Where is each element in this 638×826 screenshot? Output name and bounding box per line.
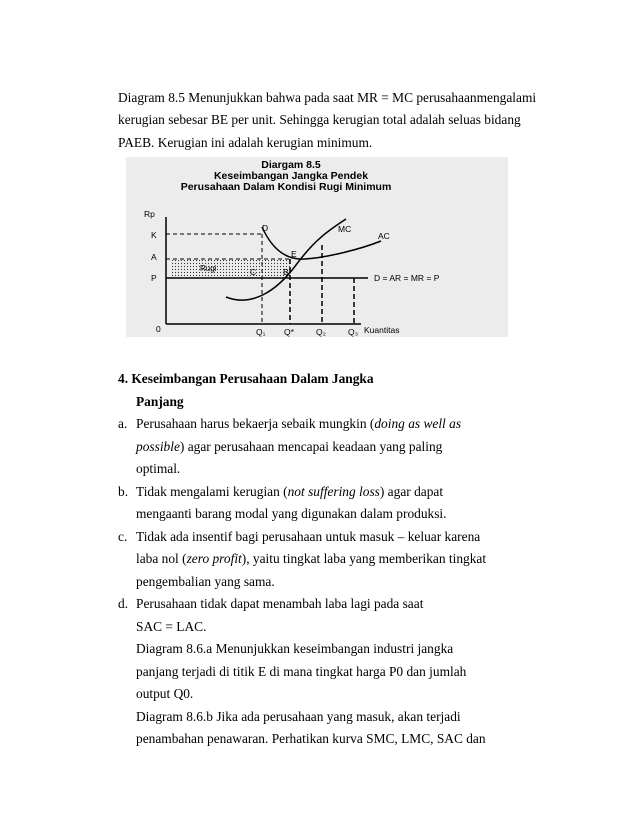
item-d-line-4: panjang terjadi di titik E di mana tingkat harga P0 dan jumlah: [136, 664, 467, 679]
item-d-line-7: penambahan penawaran. Perhatikan kurva SMC, LMC, SAC dan: [136, 731, 486, 746]
diagram-8-5: [126, 157, 508, 337]
item-a-emphasis-1: doing as well as: [374, 416, 462, 431]
item-b-line-1: [136, 483, 443, 501]
item-b-emphasis: not suffering loss: [287, 484, 380, 499]
item-b-text-1b: ) agar dapat: [379, 484, 444, 499]
item-d-marker: d.: [118, 596, 129, 611]
item-c-marker: c.: [118, 529, 128, 544]
item-d-line-6: Diagram 8.6.b Jika ada perusahaan yang masuk, akan terjadi: [136, 709, 461, 724]
section-heading-line-1: [118, 370, 374, 388]
origin-label: 0: [156, 324, 161, 334]
item-d-line-2: SAC = LAC.: [136, 619, 207, 634]
point-e: E: [291, 249, 297, 259]
x-tick-qstar: Q*: [284, 327, 294, 337]
intro-line-3: PAEB. Kerugian ini adalah kerugian minimum.: [118, 135, 373, 150]
item-a-line-1: [136, 415, 461, 433]
y-tick-a: A: [151, 252, 157, 262]
item-a-text-1: Perusahaan harus bekaerja sebaik mungkin (: [136, 416, 375, 431]
item-a-marker: a.: [118, 416, 128, 431]
y-axis-label: Rp: [144, 209, 155, 219]
x-tick-q3: Q₃: [348, 327, 359, 337]
item-d-line-1: Perusahaan tidak dapat menambah laba lagi pada saat: [136, 596, 424, 611]
loss-area: [171, 259, 290, 278]
y-tick-k: K: [151, 230, 157, 240]
ac-label: AC: [378, 231, 390, 241]
figure-subtitle-2: Perusahaan Dalam Kondisi Rugi Minimum: [180, 181, 392, 193]
point-b: B: [283, 267, 289, 277]
item-b-text-1a: Tidak mengalami kerugian (: [136, 484, 288, 499]
figure-title: Diargam 8.5: [261, 159, 321, 171]
item-a-line-3: optimal.: [136, 461, 181, 476]
item-a-emphasis-2: possible: [136, 439, 180, 454]
demand-line-label: D = AR = MR = P: [374, 273, 440, 283]
figure-subtitle-1: Keseimbangan Jangka Pendek: [213, 170, 369, 182]
x-tick-q2: Q₂: [316, 327, 326, 337]
y-tick-p: P: [151, 273, 157, 283]
item-c-line-2: [136, 550, 486, 568]
item-c-text-2b: ), yaitu tingkat laba yang memberikan tingkat: [241, 551, 487, 566]
item-a-text-2: ) agar perusahaan mencapai keadaan yang paling: [179, 439, 443, 454]
item-b-line-2: mengaanti barang modal yang digunakan dalam produksi.: [136, 506, 447, 521]
point-c: C: [250, 267, 257, 277]
item-b-marker: b.: [118, 484, 129, 499]
item-c-text-2a: laba nol (: [136, 551, 187, 566]
item-d-line-3: Diagram 8.6.a Menunjukkan keseimbangan industri jangka: [136, 641, 454, 656]
d-label: D: [262, 223, 269, 233]
section-heading-text-2: Panjang: [136, 394, 184, 409]
intro-line-1: Diagram 8.5 Menunjukkan bahwa pada saat MR = MC perusahaanmengalami: [118, 90, 537, 105]
section-heading-text-1: 4. Keseimbangan Perusahaan Dalam Jangka: [118, 371, 374, 386]
item-c-line-3: pengembalian yang sama.: [136, 574, 275, 589]
mc-label: MC: [338, 224, 352, 234]
intro-line-2: kerugian sebesar BE per unit. Sehingga kerugian total adalah seluas bidang: [118, 112, 521, 127]
item-c-line-1: Tidak ada insentif bagi perusahaan untuk masuk – keluar karena: [136, 529, 481, 544]
loss-area-label: Rugi: [200, 264, 217, 273]
item-c-emphasis: zero profit: [186, 551, 242, 566]
diagram-svg: [126, 157, 508, 337]
x-axis-label: Kuantitas: [364, 325, 400, 335]
item-d-line-5: output Q0.: [136, 686, 194, 701]
item-a-line-2: [136, 438, 442, 456]
x-tick-q1: Q₁: [256, 327, 266, 337]
section-heading-line-2: [136, 393, 184, 411]
